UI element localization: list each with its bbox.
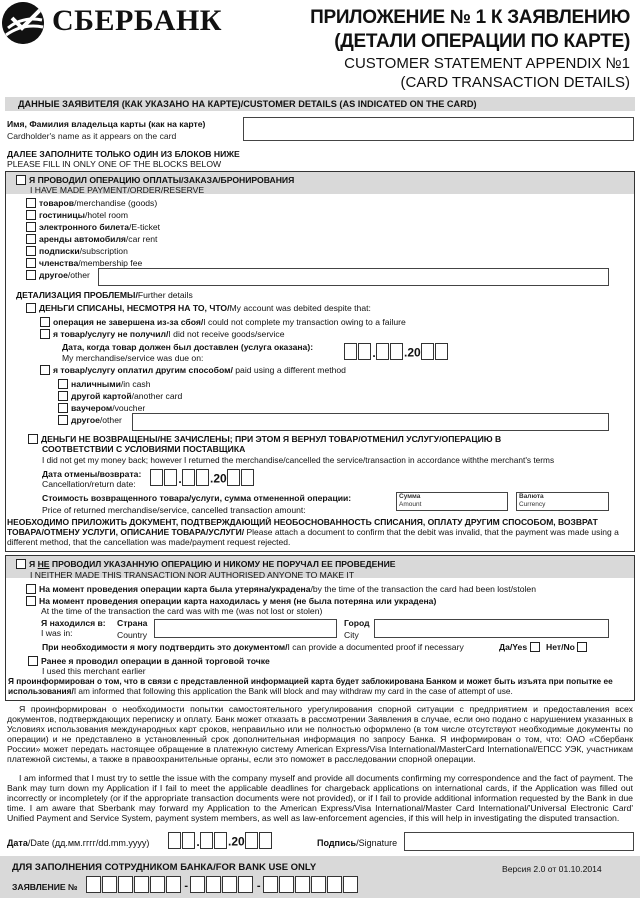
used-merchant-label-en: I used this merchant earlier bbox=[42, 666, 146, 676]
digit-cell[interactable] bbox=[263, 876, 278, 893]
not-returned-label-2: СООТВЕТСТВИИ С УСЛОВИЯМИ ПОСТАВЩИКА bbox=[42, 444, 246, 454]
city-field[interactable] bbox=[374, 619, 609, 638]
digit-cell[interactable] bbox=[245, 832, 258, 849]
text-label: My account was debited despite that: bbox=[229, 303, 371, 313]
digit-cell[interactable] bbox=[214, 832, 227, 849]
not-returned-option bbox=[28, 434, 501, 444]
refund-amount-field[interactable] bbox=[396, 492, 508, 511]
text-label: Нет/No bbox=[546, 642, 575, 652]
list-item bbox=[58, 415, 122, 425]
digit-cell[interactable] bbox=[102, 876, 117, 893]
text-label: /in cash bbox=[120, 379, 151, 389]
checkbox[interactable] bbox=[58, 415, 68, 425]
sberbank-logo-icon bbox=[2, 2, 44, 44]
checkbox[interactable] bbox=[58, 379, 68, 389]
cancel-date-label-en: Cancellation/return date: bbox=[42, 479, 136, 489]
text-label: /voucher bbox=[112, 403, 146, 413]
text-label: ДЕНЬГИ НЕ ВОЗВРАЩЕНЫ/НЕ ЗАЧИСЛЕНЫ; ПРИ ЭТОМ Я ВЕРНУЛ ТОВАР/ОТМЕНИЛ УСЛУГУ/ОПЕРАЦИЮ В bbox=[41, 434, 502, 444]
digit-cell[interactable] bbox=[311, 876, 326, 893]
customer-section-title: ДАННЫЕ ЗАЯВИТЕЛЯ (КАК УКАЗАНО НА КАРТЕ)/CUSTOMER DETAILS (AS INDICATED ON THE CARD) bbox=[18, 99, 477, 109]
text-label: /merchandise (goods) bbox=[74, 198, 158, 208]
checkbox[interactable] bbox=[26, 270, 36, 280]
block2-title bbox=[16, 559, 395, 569]
checkbox[interactable] bbox=[40, 317, 50, 327]
text-label: /Signature bbox=[356, 838, 398, 848]
digit-cell[interactable] bbox=[196, 469, 209, 486]
text-label: /other bbox=[67, 270, 90, 280]
text-label: другое bbox=[71, 415, 100, 425]
page-subtitle: (ДЕТАЛИ ОПЕРАЦИИ ПО КАРТЕ) bbox=[334, 31, 630, 52]
text-label: I can provide a documented proof if necessary bbox=[287, 642, 464, 652]
list-item bbox=[58, 379, 151, 389]
list-item bbox=[26, 198, 157, 208]
text-label: другой картой bbox=[71, 391, 132, 401]
checkbox[interactable] bbox=[26, 596, 36, 606]
text-label: При необходимости я могу подтвердить это документом/ bbox=[42, 642, 288, 652]
text-label: /Date (дд.мм.гггг/dd.mm.yyyy) bbox=[27, 838, 150, 848]
digit-cell[interactable] bbox=[421, 343, 434, 360]
text-label: Я bbox=[29, 559, 38, 569]
text-label: наличными bbox=[71, 379, 121, 389]
fill-one-block-note: ДАЛЕЕ ЗАПОЛНИТЕ ТОЛЬКО ОДИН ИЗ БЛОКОВ НИЖЕ bbox=[7, 149, 240, 159]
text-label: Please attach a document to confirm that the debit was invalid, that the payment was made using a different method, that the cancellation was made/payment request rejected. bbox=[7, 526, 619, 547]
block1-checkbox[interactable] bbox=[16, 175, 26, 185]
further-details-label bbox=[16, 290, 193, 300]
page-title-en: CUSTOMER STATEMENT APPENDIX №1 bbox=[344, 55, 630, 72]
other-method-field[interactable] bbox=[132, 413, 609, 431]
block2-checkbox[interactable] bbox=[16, 559, 26, 569]
digit-cell[interactable] bbox=[206, 876, 221, 893]
block1-title: Я ПРОВОДИЛ ОПЕРАЦИЮ ОПЛАТЫ/ЗАКАЗА/БРОНИРОВАНИЯ bbox=[29, 175, 295, 185]
text-label: /subscription bbox=[79, 246, 128, 256]
refund-cost-label: Стоимость возвращенного товара/услуги, сумма отмененной операции: bbox=[42, 493, 352, 503]
country-label: Страна bbox=[117, 618, 148, 628]
digit-cell[interactable] bbox=[241, 469, 254, 486]
fill-one-block-note-en: PLEASE FILL IN ONLY ONE OF THE BLOCKS BELOW bbox=[7, 159, 222, 169]
text-label: .20 bbox=[404, 345, 421, 360]
text-label: - bbox=[184, 879, 189, 892]
text-label: ваучером bbox=[71, 403, 113, 413]
list-item bbox=[26, 222, 160, 232]
text-label: .20 bbox=[210, 471, 227, 486]
list-item bbox=[58, 391, 182, 401]
list-item bbox=[26, 270, 90, 280]
digit-cell[interactable] bbox=[86, 876, 101, 893]
digit-cell[interactable] bbox=[150, 469, 163, 486]
city-label-en: City bbox=[344, 630, 359, 640]
digit-cell[interactable] bbox=[259, 832, 272, 849]
checkbox[interactable] bbox=[26, 234, 36, 244]
checkbox[interactable] bbox=[40, 329, 50, 339]
cardholder-name-label: Имя, Фамилия владельца карты (как на карте) bbox=[7, 119, 206, 129]
attach-document-note bbox=[7, 518, 633, 548]
list-item bbox=[26, 246, 128, 256]
checkbox[interactable] bbox=[58, 391, 68, 401]
digit-cell[interactable] bbox=[435, 343, 448, 360]
checkbox[interactable] bbox=[28, 656, 38, 666]
text-label: Да/Yes bbox=[499, 642, 528, 652]
cancel-date-input[interactable]: . .20 bbox=[150, 469, 255, 486]
text-label: .20 bbox=[228, 834, 245, 849]
text-label: я товар/услугу не получил/ bbox=[53, 329, 169, 339]
not-received-option bbox=[40, 329, 284, 339]
text-label: Я проинформирован о том, что в связи с представленной информацией карта будет заблокирована Банком и может быть изъята при попытке ее использования/ bbox=[8, 676, 613, 696]
paid-other-option bbox=[40, 365, 346, 375]
list-item bbox=[58, 403, 145, 413]
text-label: /E-ticket bbox=[129, 222, 161, 232]
checkbox[interactable] bbox=[58, 403, 68, 413]
date-input[interactable]: . .20 bbox=[168, 832, 273, 849]
digit-cell[interactable] bbox=[150, 876, 165, 893]
text-label: товаров bbox=[39, 198, 75, 208]
block2-title-en: I NEITHER MADE THIS TRANSACTION NOR AUTHORISED ANYONE TO MAKE IT bbox=[30, 570, 355, 580]
page-subtitle-en: (CARD TRANSACTION DETAILS) bbox=[400, 74, 630, 91]
text-label: На момент проведения операции карта была утеряна/украдена bbox=[39, 584, 311, 594]
text-label: ДЕТАЛИЗАЦИЯ ПРОБЛЕМЫ/ bbox=[16, 290, 138, 300]
digit-cell[interactable] bbox=[327, 876, 342, 893]
card-block-note bbox=[8, 677, 632, 696]
due-date-label: Дата, когда товар должен был доставлен (услуга оказана): bbox=[62, 342, 314, 352]
text-label: paid using a different method bbox=[232, 365, 346, 375]
text-label: ДЕНЬГИ СПИСАНЫ, НЕСМОТРЯ НА ТО, ЧТО/ bbox=[39, 303, 230, 313]
digit-cell[interactable] bbox=[376, 343, 389, 360]
cardholder-name-field[interactable] bbox=[243, 117, 634, 141]
list-item bbox=[26, 234, 157, 244]
digit-cell[interactable] bbox=[166, 876, 181, 893]
checkbox[interactable] bbox=[26, 584, 36, 594]
op-not-complete-option bbox=[40, 317, 406, 327]
text-label: Подпись bbox=[317, 838, 357, 848]
refund-cost-label-en: Price of returned merchandise/service, cancelled transaction amount: bbox=[42, 505, 306, 515]
signature-field[interactable] bbox=[404, 832, 634, 851]
yes-option bbox=[499, 642, 543, 652]
cancel-date-label: Дата отмены/возврата: bbox=[42, 469, 142, 479]
located-label: Я находился в: bbox=[41, 618, 106, 628]
text-label: /another card bbox=[131, 391, 183, 401]
digit-cell[interactable] bbox=[200, 832, 213, 849]
bank-name: СБЕРБАНК bbox=[52, 4, 223, 37]
refund-currency-field[interactable] bbox=[516, 492, 609, 511]
text-label: ПРОВОДИЛ УКАЗАННУЮ ОПЕРАЦИЮ И НИКОМУ НЕ ПОРУЧАЛ ЕЕ ПРОВЕДЕНИЕ bbox=[49, 559, 396, 569]
used-merchant-option bbox=[28, 656, 270, 666]
digit-cell[interactable] bbox=[134, 876, 149, 893]
due-date-label-en: My merchandise/service was due on: bbox=[62, 353, 204, 363]
confirm-doc-label bbox=[42, 642, 464, 652]
text-label: Further details bbox=[137, 290, 193, 300]
text-label: /by the time of the transaction the card had been lost/stolen bbox=[310, 584, 536, 594]
list-item bbox=[26, 210, 128, 220]
digit-cell[interactable] bbox=[227, 469, 240, 486]
debited-option bbox=[26, 303, 371, 313]
no-option bbox=[546, 642, 590, 652]
digit-cell[interactable] bbox=[182, 832, 195, 849]
country-label-en: Country bbox=[117, 630, 148, 640]
signature-label bbox=[317, 838, 397, 849]
form-version: Версия 2.0 от 01.10.2014 bbox=[502, 864, 602, 874]
text-label: Валюта bbox=[519, 493, 544, 500]
text-label: членства bbox=[39, 258, 79, 268]
checkbox[interactable] bbox=[40, 365, 50, 375]
cardholder-name-label-en: Cardholder's name as it appears on the card bbox=[7, 131, 177, 141]
card-with-me-option bbox=[26, 596, 436, 606]
located-label-en: I was in: bbox=[41, 628, 73, 638]
text-label: Amount bbox=[399, 501, 422, 508]
text-label: другое bbox=[39, 270, 68, 280]
checkbox[interactable] bbox=[28, 434, 38, 444]
text-label: гостиницы bbox=[39, 210, 85, 220]
digit-cell[interactable] bbox=[295, 876, 310, 893]
digit-cell[interactable] bbox=[390, 343, 403, 360]
checkbox[interactable] bbox=[26, 258, 36, 268]
digit-cell[interactable] bbox=[344, 343, 357, 360]
text-label: подписки bbox=[39, 246, 80, 256]
digit-cell[interactable] bbox=[343, 876, 358, 893]
card-lost-option bbox=[26, 584, 536, 594]
list-item bbox=[26, 258, 142, 268]
text-label: I am informed that following this application the Bank will block and may withdraw my card in the case of attempt of use. bbox=[73, 685, 513, 696]
country-field[interactable] bbox=[154, 619, 337, 638]
digit-cell[interactable] bbox=[190, 876, 205, 893]
digit-cell[interactable] bbox=[182, 469, 195, 486]
yes-checkbox[interactable] bbox=[530, 642, 540, 652]
block1-title-en: I HAVE MADE PAYMENT/ORDER/RESERVE bbox=[30, 185, 205, 195]
text-label: /other bbox=[99, 415, 122, 425]
text-label: Дата bbox=[7, 838, 28, 848]
disclaimer-en: I am informed that I must try to settle the issue with the company myself and provide all documents confirming my correspondence and the fact of payment. The Bank may turn down my Application if I fail to meet the applicable deadlines for chargeback applications on international cards, if the Application was filled out incorrectly or incompletely (or if the appropriate transaction documents were not provided), or if I fail to provide additional information requested by the Bank in due time. I am aware that Sberbank may forward my Application to the American Express/Visa International/Master Card International/'Universal Electronic Card' Unified Payment and Service System, payment system members, as well as law-enforcement agencies, if this will help in investigating the disputed transaction. bbox=[7, 773, 633, 824]
checkbox[interactable] bbox=[26, 198, 36, 208]
text-label: Сумма bbox=[399, 493, 421, 500]
text-label: I could not complete my transaction owing to a failure bbox=[203, 317, 406, 327]
text-label: Currency bbox=[519, 501, 546, 508]
not-returned-label-en: I did not get my money back; however I returned the merchandise/cancelled the service/transaction in accordance withthe merchant's terms bbox=[42, 455, 555, 465]
text-label: Ранее я проводил операции в данной торговой точке bbox=[41, 656, 270, 666]
due-date-input[interactable]: . .20 bbox=[344, 343, 449, 360]
text-label: На момент проведения операции карта находилась у меня (не была потеряна или украдена) bbox=[39, 596, 437, 606]
text-label: я товар/услугу оплатил другим способом/ bbox=[53, 365, 233, 375]
text-label: /hotel room bbox=[84, 210, 128, 220]
digit-cell[interactable] bbox=[279, 876, 294, 893]
digit-cell[interactable] bbox=[238, 876, 253, 893]
city-label: Город bbox=[344, 618, 370, 628]
text-label: электронного билета bbox=[39, 222, 129, 232]
date-label bbox=[7, 838, 149, 849]
digit-cell[interactable] bbox=[358, 343, 371, 360]
digit-cell[interactable] bbox=[168, 832, 181, 849]
checkbox[interactable] bbox=[26, 210, 36, 220]
text-label: - bbox=[256, 879, 261, 892]
other-purchase-field[interactable] bbox=[98, 268, 609, 286]
digit-cell[interactable] bbox=[164, 469, 177, 486]
text-label: /car rent bbox=[125, 234, 158, 244]
text-label: НЕ bbox=[37, 559, 50, 569]
digit-cell[interactable] bbox=[118, 876, 133, 893]
checkbox[interactable] bbox=[26, 246, 36, 256]
text-label: операция не завершена из-за сбоя/ bbox=[53, 317, 204, 327]
statement-number-label: ЗАЯВЛЕНИЕ № bbox=[12, 882, 78, 892]
page-title: ПРИЛОЖЕНИЕ № 1 К ЗАЯВЛЕНИЮ bbox=[310, 7, 630, 28]
card-with-me-label-en: At the time of the transaction the card was with me (was not lost or stolen) bbox=[41, 606, 323, 616]
text-label: НЕОБХОДИМО ПРИЛОЖИТЬ ДОКУМЕНТ, ПОДТВЕРЖДАЮЩИЙ НЕОБОСНОВАННОСТЬ СПИСАНИЯ, ОПЛАТУ ДРУГИМ СПОСОБОМ, ВОЗВРАТ ТОВАРА/ОТМЕНУ УСЛУГИ, ОПИСАНИЕ ТОВАРА/УСЛУГИ/ bbox=[7, 517, 598, 537]
debited-checkbox[interactable] bbox=[26, 303, 36, 313]
no-checkbox[interactable] bbox=[577, 642, 587, 652]
bank-use-title: ДЛЯ ЗАПОЛНЕНИЯ СОТРУДНИКОМ БАНКА/FOR BANK USE ONLY bbox=[12, 862, 317, 873]
statement-number-input[interactable] bbox=[86, 876, 359, 893]
checkbox[interactable] bbox=[26, 222, 36, 232]
text-label: аренды автомобиля bbox=[39, 234, 126, 244]
disclaimer-ru: Я проинформирован о необходимости попытки самостоятельного урегулирования спорной ситуации с предприятием и предоставления всех документов, подтверждающих переписку и оплату. Банк может отказать в рассмотрении Заявления в случае, если оно подано с нарушением указанных в Условиях использования международных карт сроков, неправильно или не полностью оформлено (в том числе отсутствуют необходимые документы по операции) и не представлено в установленный срок дополнительная информация по запросу Банка. Я информирован о том, что: ОАО «Сбербанк России» может передать настоящее обращение в платежную систему American Express/Visa International/MasterCard International/ЕПСС УЭК, участникам платежной системы, а также в правоохранительные органы, если это поможет в расследовании спорной операции. bbox=[7, 704, 633, 765]
text-label: /membership fee bbox=[78, 258, 143, 268]
text-label: I did not receive goods/service bbox=[168, 329, 285, 339]
digit-cell[interactable] bbox=[222, 876, 237, 893]
